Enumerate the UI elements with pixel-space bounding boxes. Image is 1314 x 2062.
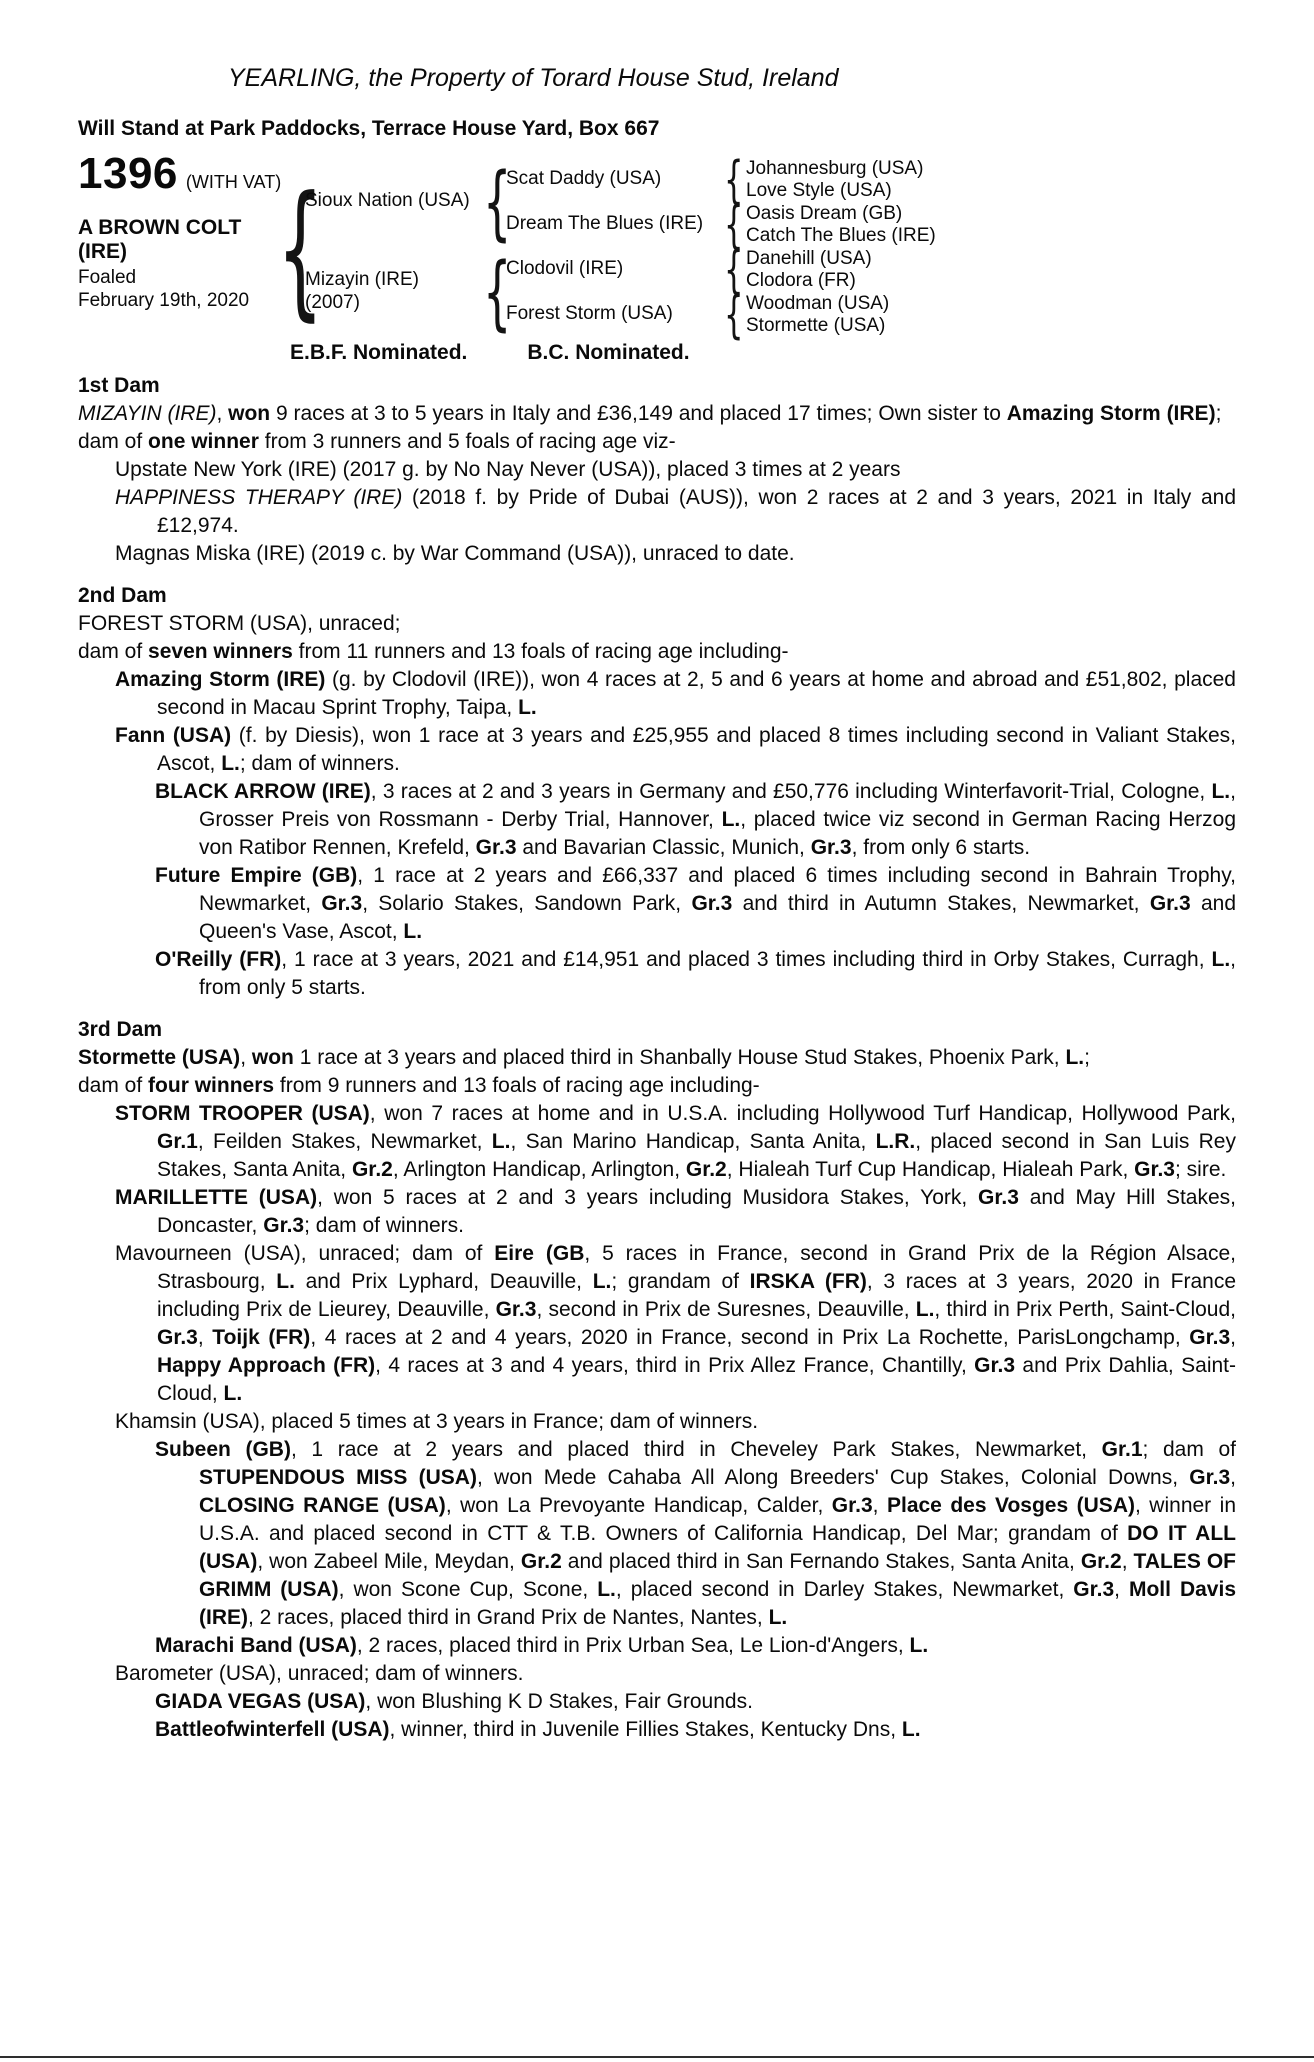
text-segment: , winner, third in Juvenile Fillies Stakes, Kentucky Dns, — [389, 1718, 902, 1741]
text-segment: , — [240, 1046, 252, 1069]
text-segment: , from only 5 starts. — [199, 948, 1237, 999]
text-segment: Marachi Band (USA) — [155, 1634, 357, 1657]
ancestor-name: Clodora (FR) — [746, 270, 856, 291]
text-segment: , won 7 races at home and in U.S.A. including Hollywood Turf Handicap, Hollywood Park, — [369, 1102, 1236, 1125]
text-segment: , 4 races at 3 and 4 years, third in Prix Allez France, Chantilly, — [375, 1354, 975, 1377]
pedigree-paragraph — [155, 1436, 1236, 1632]
text-segment: dam of — [78, 430, 149, 453]
pedigree-paragraph — [155, 1632, 1236, 1660]
text-segment: four winners — [148, 1074, 275, 1097]
text-segment: DO IT ALL (USA) — [199, 1522, 1236, 1573]
ancestor-name: Johannesburg (USA) — [746, 158, 924, 179]
text-segment: HAPPINESS THERAPY (IRE) — [115, 486, 403, 509]
pedigree-paragraph — [155, 1716, 1236, 1744]
pedigree-brace-dam-dam — [724, 290, 743, 341]
text-segment: seven winners — [148, 640, 293, 663]
sire-dam-name: Dream The Blues (IRE) — [506, 213, 704, 234]
text-segment: L. — [721, 808, 741, 831]
text-segment: , won 5 races at 2 and 3 years including Musidora Stakes, York, — [317, 1186, 979, 1209]
text-segment: , placed second in San Luis Rey Stakes, Santa Anita, — [157, 1130, 1236, 1181]
text-segment: won — [251, 1046, 294, 1069]
text-segment: , 3 races at 3 years, 2020 in France including Prix de Lieurey, Deauville, — [157, 1270, 1237, 1321]
pedigree-paragraph — [78, 1044, 1236, 1072]
text-segment: Gr.3 — [831, 1494, 873, 1517]
pedigree-paragraph — [78, 400, 1236, 428]
text-segment: ; grandam of — [611, 1270, 750, 1293]
pedigree-paragraph — [155, 1688, 1236, 1716]
ancestor-name: Catch The Blues (IRE) — [746, 225, 936, 246]
lot-number: 1396 — [78, 149, 178, 198]
pedigree-paragraph — [115, 1100, 1236, 1184]
pedigree-tree — [78, 150, 1236, 338]
text-segment: 9 races at 3 to 5 years in Italy and £36,149 and placed 17 times; Own sister to — [270, 402, 1007, 425]
pedigree-paragraph — [115, 1408, 1236, 1436]
ancestor-name: Oasis Dream (GB) — [746, 203, 903, 224]
text-segment: , won La Prevoyante Handicap, Calder, — [445, 1494, 832, 1517]
text-segment: , 4 races at 2 and 4 years, 2020 in France, second in Prix La Rochette, ParisLongchamp, — [310, 1326, 1190, 1349]
text-segment: (g. by Clodovil (IRE)), won 4 races at 2, 5 and 6 years at home and abroad and £51,802, placed second in Macau Sprint Trophy, Taipa, — [157, 668, 1236, 719]
pedigree-paragraph — [115, 666, 1236, 722]
text-segment: Place des Vosges (USA) — [886, 1494, 1135, 1517]
text-segment: , Feilden Stakes, Newmarket, — [197, 1130, 492, 1153]
text-segment: , 1 race at 2 years and placed third in Cheveley Park Stakes, Newmarket, — [290, 1438, 1102, 1461]
text-segment: BLACK ARROW (IRE) — [155, 780, 371, 803]
text-segment: dam of — [78, 1074, 149, 1097]
text-segment: Stormette (USA) — [78, 1046, 241, 1069]
foaled-label: Foaled — [78, 267, 137, 288]
pedigree-paragraph — [115, 722, 1236, 778]
text-segment: and May Hill Stakes, Doncaster, — [157, 1186, 1236, 1237]
text-segment: STORM TROOPER (USA) — [115, 1102, 370, 1125]
text-segment: , placed twice viz second in German Racing Herzog von Ratibor Rennen, Krefeld, — [199, 808, 1236, 859]
dam-section-heading: 2nd Dam — [78, 584, 167, 607]
text-segment: from 3 runners and 5 foals of racing age viz- — [258, 430, 676, 453]
text-segment: Battleofwinterfell (USA) — [155, 1718, 390, 1741]
sire-sire-name: Scat Daddy (USA) — [506, 168, 662, 189]
text-segment: L. — [909, 1634, 929, 1657]
text-segment: Happy Approach (FR) — [157, 1354, 376, 1377]
dam-name: Mizayin (IRE) — [305, 269, 420, 290]
pedigree-paragraph — [78, 1072, 1236, 1100]
text-segment: FOREST STORM (USA), unraced; — [78, 612, 401, 635]
sire-name: Sioux Nation (USA) — [305, 190, 470, 211]
text-segment: MARILLETTE (USA) — [115, 1186, 318, 1209]
text-segment: Gr.3 — [263, 1214, 305, 1237]
text-segment: Toijk (FR) — [212, 1326, 311, 1349]
text-segment: and Prix Dahlia, Saint-Cloud, — [157, 1354, 1236, 1405]
pedigree-paragraph — [115, 1184, 1236, 1240]
text-segment: and third in Autumn Stakes, Newmarket, — [732, 892, 1150, 915]
text-segment: Gr.2 — [520, 1550, 562, 1573]
text-segment: , 1 race at 2 years and £66,337 and placed 6 times including second in Bahrain Trophy, Newmarket, — [199, 864, 1236, 915]
vat-label: (WITH VAT) — [185, 172, 282, 192]
text-segment: L. — [403, 920, 423, 943]
colt-description-line2: (IRE) — [78, 240, 127, 263]
text-segment: , placed second in Darley Stakes, Newmarket, — [615, 1578, 1074, 1601]
pedigree-paragraph — [115, 484, 1236, 540]
pedigree-paragraph — [78, 638, 1236, 666]
ancestor-name: Danehill (USA) — [746, 248, 872, 269]
text-segment: Gr.3 — [978, 1186, 1019, 1209]
text-segment: ; dam of — [1142, 1438, 1236, 1461]
text-segment: Gr.2 — [685, 1158, 727, 1181]
text-segment: , second in Prix de Suresnes, Deauville, — [536, 1298, 916, 1321]
ancestor-name: Stormette (USA) — [746, 315, 886, 336]
page-bottom-rule — [0, 2056, 1314, 2058]
foaled-date: February 19th, 2020 — [78, 290, 250, 311]
text-segment: dam of — [78, 640, 149, 663]
text-segment: , Hialeah Turf Cup Handicap, Hialeah Park, — [726, 1158, 1135, 1181]
text-segment: and Prix Lyphard, Deauville, — [294, 1270, 593, 1293]
text-segment: , 3 races at 2 and 3 years in Germany and £50,776 including Winterfavorit-Trial, Cologne, — [370, 780, 1212, 803]
text-segment: , San Marino Handicap, Santa Anita, — [510, 1130, 876, 1153]
text-segment: Gr.1 — [1101, 1438, 1143, 1461]
text-segment: Amazing Storm (IRE) — [1006, 402, 1216, 425]
text-segment: , won Scone Cup, Scone, — [338, 1578, 598, 1601]
text-segment: , — [872, 1494, 887, 1517]
text-segment: Gr.3 — [321, 892, 363, 915]
text-segment: , 2 races, placed third in Grand Prix de Nantes, Nantes, — [248, 1606, 769, 1629]
text-segment: ; — [1215, 402, 1222, 425]
text-segment: Gr.3 — [157, 1326, 198, 1349]
text-segment: Gr.2 — [351, 1158, 393, 1181]
text-segment: , — [1230, 1466, 1236, 1489]
text-segment: ; dam of winners. — [304, 1214, 465, 1237]
text-segment: , — [216, 402, 229, 425]
pedigree-paragraph — [78, 428, 1236, 456]
pedigree-paragraph — [115, 1660, 1236, 1688]
text-segment: and Bavarian Classic, Munich, — [516, 836, 811, 859]
colt-description-line1: A BROWN COLT — [78, 216, 242, 239]
text-segment: Moll Davis (IRE) — [199, 1578, 1236, 1629]
pedigree-paragraph — [115, 1240, 1236, 1408]
text-segment: , Arlington Handicap, Arlington, — [392, 1158, 686, 1181]
text-segment: Gr.3 — [1073, 1578, 1115, 1601]
text-segment: Future Empire (GB) — [155, 864, 358, 887]
text-segment: Gr.3 — [1189, 1326, 1231, 1349]
text-segment: Gr.3 — [691, 892, 733, 915]
text-segment: (f. by Diesis), won 1 race at 3 years and £25,955 and placed 8 times including second in Valiant Stakes, Ascot, — [157, 724, 1236, 775]
dam-section-heading: 3rd Dam — [78, 1018, 163, 1041]
text-segment: , won Mede Cahaba All Along Breeders' Cup Stakes, Colonial Downs, — [476, 1466, 1190, 1489]
text-segment: L. — [768, 1606, 788, 1629]
text-segment: (2018 f. by Pride of Dubai (AUS)), won 2 races at 2 and 3 years, 2021 in Italy and £12,974. — [157, 486, 1236, 537]
text-segment: ; — [1084, 1046, 1090, 1069]
dam-section-heading: 1st Dam — [78, 374, 160, 397]
text-segment: L. — [597, 1578, 616, 1601]
text-segment: Magnas Miska (IRE) (2019 c. by War Command (USA)), unraced to date. — [115, 542, 795, 565]
text-segment: L. — [1065, 1046, 1085, 1069]
text-segment: and placed third in San Fernando Stakes, Santa Anita, — [561, 1550, 1081, 1573]
dam-dam-name: Forest Storm (USA) — [506, 303, 673, 324]
text-segment: and Queen's Vase, Ascot, — [199, 892, 1237, 943]
pedigree-paragraph — [115, 540, 1236, 568]
text-segment: Barometer (USA), unraced; dam of winners. — [115, 1662, 524, 1685]
text-segment: , from only 6 starts. — [851, 836, 1031, 859]
nominations-line — [290, 340, 1236, 366]
text-segment: , won Blushing K D Stakes, Fair Grounds. — [365, 1690, 753, 1713]
text-segment: GIADA VEGAS (USA) — [155, 1690, 366, 1713]
text-segment: from 11 runners and 13 foals of racing age including- — [292, 640, 789, 663]
ancestor-name: Love Style (USA) — [746, 180, 892, 201]
text-segment: L.R. — [875, 1130, 916, 1153]
text-segment: , 5 races in France, second in Grand Prix de la Région Alsace, Strasbourg, — [157, 1242, 1236, 1293]
pedigree-paragraph — [115, 456, 1236, 484]
pedigree-paragraph — [155, 778, 1236, 862]
text-segment: , Grosser Preis von Rossmann - Derby Trial, Hannover, — [199, 780, 1236, 831]
text-segment: L. — [901, 1718, 921, 1741]
pedigree-paragraph — [155, 946, 1236, 1002]
dam-foaling-year: (2007) — [305, 292, 360, 313]
text-segment: L. — [221, 752, 240, 775]
text-segment: , won Zabeel Mile, Meydan, — [257, 1550, 521, 1573]
text-segment: Gr.3 — [1189, 1466, 1231, 1489]
text-segment: , third in Prix Perth, Saint-Cloud, — [934, 1298, 1236, 1321]
text-segment: Khamsin (USA), placed 5 times at 3 years in France; dam of winners. — [115, 1410, 759, 1433]
ancestor-name: Woodman (USA) — [746, 293, 890, 314]
catalogue-page — [0, 62, 1314, 1744]
stand-location-line: Will Stand at Park Paddocks, Terrace House Yard, Box 667 — [78, 117, 660, 140]
text-segment: won — [228, 402, 271, 425]
text-segment: Gr.3 — [810, 836, 852, 859]
text-segment: ; sire. — [1175, 1158, 1227, 1181]
bc-nomination: B.C. Nominated. — [527, 341, 690, 364]
text-segment: , 2 races, placed third in Prix Urban Sea, Le Lion-d'Angers, — [356, 1634, 910, 1657]
text-segment: , — [1114, 1578, 1129, 1601]
text-segment: Gr.2 — [1080, 1550, 1122, 1573]
text-segment: L. — [1211, 780, 1231, 803]
text-segment: , Solario Stakes, Sandown Park, — [362, 892, 692, 915]
text-segment: L. — [1211, 948, 1231, 971]
pedigree-sections — [78, 372, 1236, 1744]
dam-sire-name: Clodovil (IRE) — [506, 258, 624, 279]
text-segment: Gr.3 — [1134, 1158, 1175, 1181]
text-segment: from 9 runners and 13 foals of racing age including- — [274, 1074, 760, 1097]
text-segment: L. — [491, 1130, 511, 1153]
text-segment: STUPENDOUS MISS (USA) — [199, 1466, 477, 1489]
text-segment: , — [1230, 1326, 1236, 1349]
text-segment: Gr.3 — [475, 836, 517, 859]
text-segment: L. — [915, 1298, 935, 1321]
text-segment: , — [1121, 1550, 1134, 1573]
text-segment: Amazing Storm (IRE) — [115, 668, 326, 691]
text-segment: Mavourneen (USA), unraced; dam of — [115, 1242, 495, 1265]
text-segment: Subeen (GB) — [155, 1438, 291, 1461]
text-segment: L. — [518, 696, 537, 719]
text-segment: , 1 race at 3 years, 2021 and £14,951 and placed 3 times including third in Orby Stakes, Curragh, — [281, 948, 1212, 971]
text-segment: one winner — [148, 430, 259, 453]
text-segment: , winner in U.S.A. and placed second in CTT & T.B. Owners of California Handicap, Del Mar; grandam of — [199, 1494, 1236, 1545]
text-segment: L. — [276, 1270, 295, 1293]
text-segment: L. — [592, 1270, 612, 1293]
text-segment: Upstate New York (IRE) (2017 g. by No Nay Never (USA)), placed 3 times at 2 years — [115, 458, 901, 481]
page-title: YEARLING, the Property of Torard House Stud, Ireland — [228, 64, 839, 92]
text-segment: MIZAYIN (IRE) — [78, 402, 217, 425]
lot-line — [78, 150, 281, 207]
text-segment: TALES OF GRIMM (USA) — [199, 1550, 1237, 1601]
text-segment: IRSKA (FR) — [749, 1270, 867, 1293]
text-segment: L. — [223, 1382, 243, 1405]
text-segment: CLOSING RANGE (USA) — [199, 1494, 446, 1517]
text-segment: ; dam of winners. — [239, 752, 400, 775]
ebf-nomination: E.B.F. Nominated. — [290, 341, 468, 364]
text-segment: Gr.3 — [495, 1298, 537, 1321]
text-segment: Fann (USA) — [115, 724, 232, 747]
text-segment: O'Reilly (FR) — [155, 948, 282, 971]
text-segment: 1 race at 3 years and placed third in Shanbally House Stud Stakes, Phoenix Park, — [293, 1046, 1066, 1069]
text-segment: Gr.3 — [974, 1354, 1016, 1377]
text-segment: , — [197, 1326, 213, 1349]
pedigree-paragraph — [78, 610, 1236, 638]
pedigree-paragraph — [155, 862, 1236, 946]
text-segment: Gr.1 — [157, 1130, 198, 1153]
text-segment: Gr.3 — [1149, 892, 1191, 915]
text-segment: Eire (GB — [494, 1242, 585, 1265]
